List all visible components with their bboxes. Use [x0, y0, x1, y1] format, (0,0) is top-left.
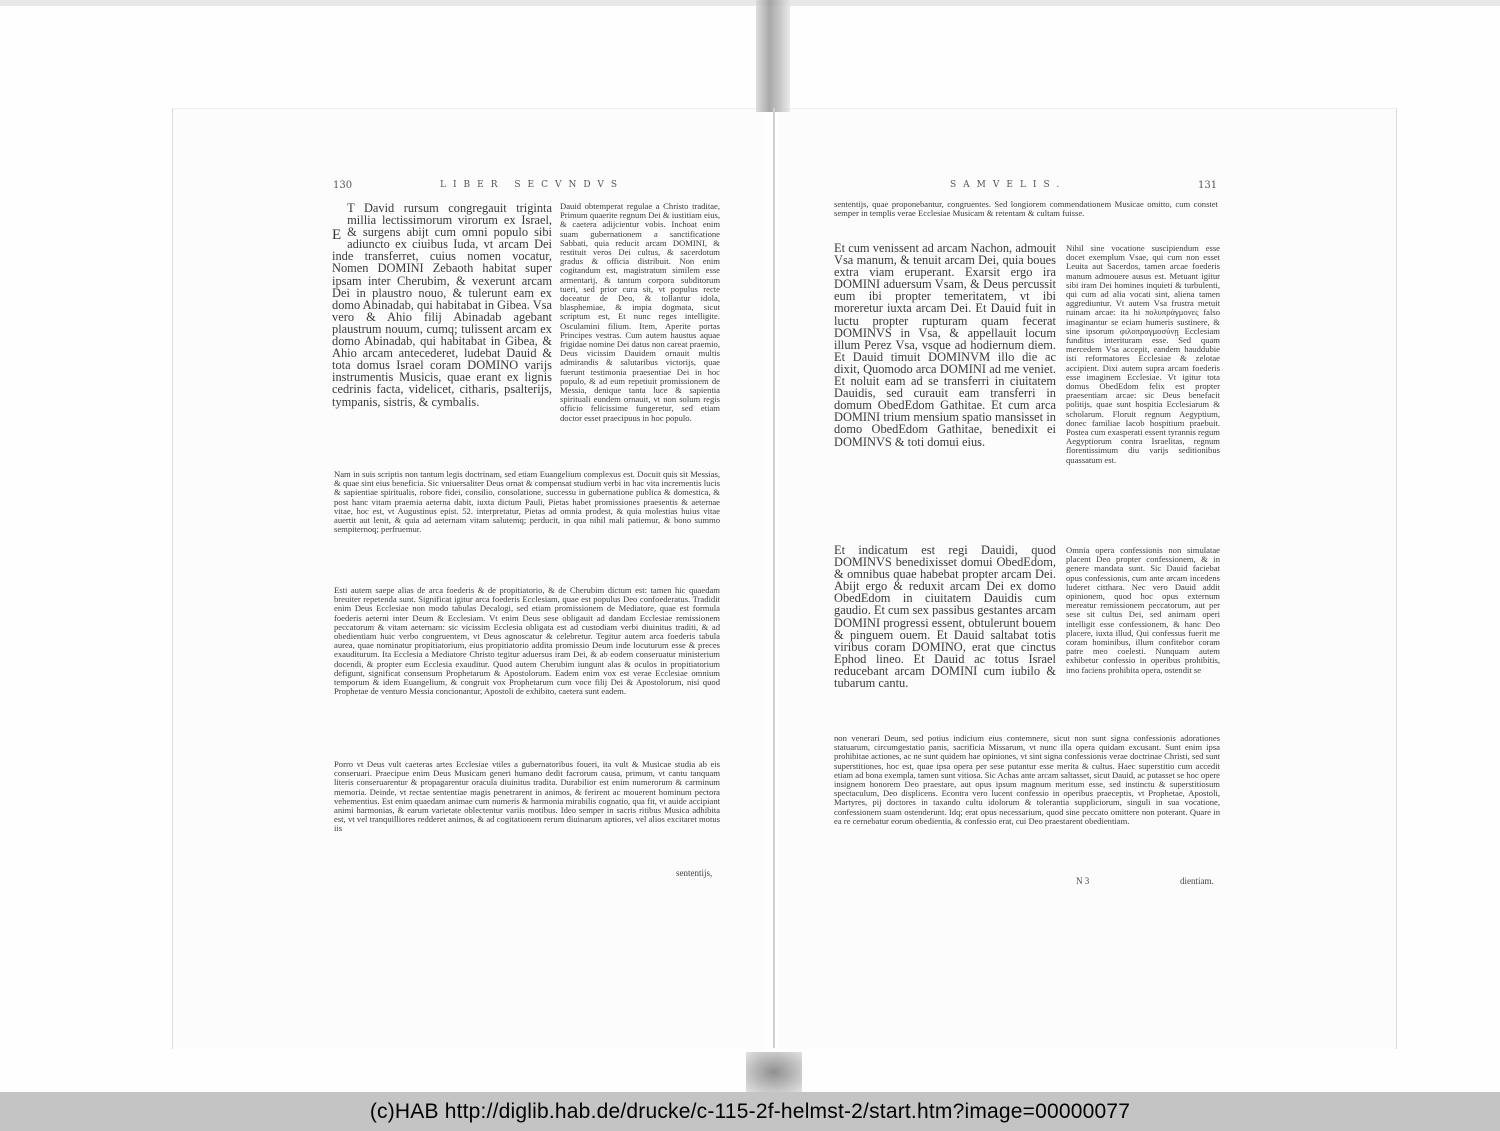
right-side-note-2: Omnia opera confessionis non simulatae placent Deo propter confessionem, & in genere mandata sunt. Sic Dauid faciebat opus confessionis, cum ante arcam incedens luderet citthara. Nec vero Dauid addit opinionem, quod hoc opus externum mereatur remissionem peccatorum, aut per sese sit cultus Dei, sed animam operi intelligit esse confessionem, & hanc Deo placere, iuxta illud, Qui confessus fuerit me coram hominibus, illum confitebor coram patre meo coelesti. Nunquam autem exhibetur confessio in operibus prohibitis, imo faciens prohibita opera, ostendit se: [1066, 546, 1220, 675]
right-page-number: 131: [1198, 180, 1218, 191]
left-commentary-1: Nam in suis scriptis non tantum legis doctrinam, sed etiam Euangelium complexus est. Docuit quis sit Messias, & quae sint eius beneficia. Sic vniuersaliter Deus ornat & compensat studium verbi in hac vita incrementis lucis & sapientiae spiritualis, robore fidei, consilio, consolatione, successu in gubernatione publica & domestica, & post hanc vitam praemia aeterna dabit, iuxta dictum Pauli, Pietas habet promissiones praesentis & aeternae vitae, hoc est, vt Augustinus epist. 52. interpretatur, Pietas ad omnia prodest, & quia molestias huius vitae auertit aut lenit, & quia ad aeternam vitam salutemq; perducit, in qua nihil mali patiemur, & bono summo sempiternoq; perfruemur.: [334, 470, 720, 535]
right-catchword: dientiam.: [1180, 876, 1214, 886]
binding-gutter-top: [756, 0, 790, 112]
left-running-head: LIBER SECVNDVS: [440, 180, 625, 190]
left-catchword: sententijs,: [676, 868, 713, 878]
left-page-number: 130: [333, 180, 353, 191]
left-commentary-2: Esti autem saepe alias de arca foederis & de propitiatorio, & de Cherubim dictum est: tamen hic quaedam breuiter repetenda sunt. Significat igitur arca foederis Ecclesiam, quae est populus Deo confoederatus. Tradidit enim Deus Ecclesiae non modo tabulas Decalogi, sed etiam promissionem de Mediatore, quae est formula foederis aeterni inter Deum & Ecclesiam. Vt enim Deus sese obligauit ad dandam Ecclesiae remissionem peccatorum & vitam aeternam: sic vicissim Ecclesia obligata est ad custodiam verbi diuinitus traditi, & ad obedientiam huic verbo congruentem, vt Deus agnoscatur & celebretur. Tegitur autem arca foederis tabula aurea, quae nominatur propitiatorium, eius propitiatorio addita promissio Deum inde locuturum esse & preces exauditurum. Ita Ecclesia a Mediatore Christo tegitur aduersus iram Dei, & ab eodem conseruatur ministerium docendi, & propter eum Ecclesia exauditur. Quod autem Cherubim iungunt alas & oculos in propitiatorium defigunt, significat consensum Prophetarum & Apostolorum. Eadem enim vox est verae Ecclesiae omnium temporum & idem Euangelium, & congruit vox Prophetarum cum voce filij Dei & Apostolorum, nisi quod Prophetae de venturo Messia concionantur, Apostoli de exhibito, caetera sunt eadem.: [334, 586, 720, 697]
binding-gutter-bottom: [746, 1052, 802, 1092]
left-main-paragraph: T David rursum congregauit triginta millia lectissimorum virorum ex Israel, & surgens abijt cum omni populo sibi adiuncto ex ciuibus Iuda, vt arcam Dei inde transferret, cuius nomen vocatur, Nomen DOMINI Zebaoth habitat super ipsam inter Cherubim, & vexerunt arcam Dei in plaustro nouo, & tulerunt eam ex domo Abinadab, qui habitabat in Gibea. Vsa vero & Ahio filij Abinadab agebant plaustrum nouum, cumq; tulissent arcam ex domo Abinadab, qui habitabat in Gibea, & Ahio arcam antecederet, ludebat Dauid & tota domus Israel coram DOMINO varijs instrumentis Musicis, quae erant ex lignis cedrinis facta, videlicet, citharis, psalterijs, tympanis, sistris, & cymbalis.: [332, 202, 552, 409]
scan-top-edge: [0, 0, 1500, 6]
binding-gutter-line: [773, 108, 775, 1048]
right-commentary: non venerari Deum, sed potius indicium eius contemnere, sicut non sunt signa confessionis adorationes statuarum, circumgestatio panis, sacrificia Missarum, vt nunc illa opera quidam excusant. Sunt enim ipsa prohibitae actiones, ac ne sunt quidem hae opiniones, vt sint signa confessionis verae doctrinae Christi, sed sunt superstitiones, hoc est, quae ipsa opera per sese putantur esse merita & cultus. Haec superstitio cum accedit etiam ad bona exempla, tamen sunt vitiosa. Sic Achas ante arcam saltasset, sicut Dauid, ac putasset se hoc opere insignem honorem Deo praestare, aut opus ipsum magnum meritum esse, sed instinctu & superstitiosum spectaculum, Deo displicens. Econtra vero lucent confessio in operibus praeceptis, vt Prophetae, Apostoli, Martyres, pij doctores in taxando cultu idolorum & tolerantia suppliciorum, singuli in sua vocatione, confessionem suam ostenderunt. Idq; erat opus necessarium, quod sine peccato omittere non poterant. Quare in ea re cernebatur eorum obedientia, & confessio erat, cui Deo praestarent obedientiam.: [834, 734, 1220, 826]
right-top-text: sententijs, quae proponebantur, congruentes. Sed longiorem commendationem Musicae omitto, cum constet semper in templis verae Ecclesiae Musicam & retentam & cultam fuisse.: [834, 200, 1218, 219]
right-main-text-1: Et cum venissent ad arcam Nachon, admouit Vsa manum, & tenuit arcam Dei, quia boues extra viam eruperant. Exarsit ergo ira DOMINI aduersum Vsam, & Deus percussit eum ibi propter temeritatem, vt ibi moreretur iuxta arcam Dei. Et Dauid fuit in luctu propter rupturam quam fecerat DOMINVS in Vsa, & appellauit locum illum Perez Vsa, vsque ad hodiernum diem. Et Dauid timuit DOMINVM illo die ac dixit, Quomodo arca DOMINI ad me veniet. Et noluit eam ad se transferri in ciuitatem Dauidis, sed curauit eam transferri in domum ObedEdom Gathitae. Et cum arca DOMINI trium mensium spatio mansisset in domo ObedEdom Gathitae, benedixit ei DOMINVS & toti domui eius.: [834, 242, 1056, 449]
right-signature-mark: N 3: [1076, 876, 1090, 886]
left-main-text: [332, 202, 552, 468]
drop-cap-letter: E: [332, 227, 342, 243]
left-commentary-3: Porro vt Deus vult caeteras artes Ecclesiae vtiles a gubernatoribus foueri, ita vult & Musicae studia ab eis conseruari. Praecipue enim Deus Musicam generi humano dedit facrorum causa, primum, vt cantu tanquam literis conseruarentur & propagarentur oracula diuinitus tradita. Durabilior est enim numerorum & carminum memoria. Deinde, vt rectae sententiae magis penetrarent in animos, & ferirent ac mouerent hominum pectora vehementius. Est enim quaedam animae cum numeris & harmonia mirabilis cognatio, qua fit, vt auide accipiant animi harmonias, & earum varietate oblectentur variis motibus. Ideo semper in sacris ritibus Musica adhibita est, vt vel tranquilliores redderet animos, & ad cogitationem rerum diuinarum aptiores, vel alios excitaret motus iis: [334, 760, 720, 834]
copyright-credit-text: (c)HAB http://diglib.hab.de/drucke/c-115-2f-helmst-2/start.htm?image=00000077: [369, 1099, 1131, 1123]
left-side-note: Dauid obtemperat regulae a Christo traditae, Primum quaerite regnum Dei & iustitiam eius, & caetera adijcientur vobis. Inchoat enim suam gubernationem a sanctificatione Sabbati, quia reducit arcam DOMINI, & restituit veros Dei cultus, & sacerdotum gradus & officia distribuit. Non enim cogitandum est, magistratum similem esse armentarij, & tantum corpora subditorum tueri, sed prior cura sit, vt populus recte doceatur de Deo, & tollantur idola, blasphemiae, & impia dogmata, sicut scriptum est, Et nunc reges intelligite. Osculamini filium. Item, Aperite portas Principes vestras. Cum autem haustus aquae frigidae nomine Dei datus non careat praemio, Deus vicissim Dauidem ornauit multis admirandis & salutaribus victorijs, quae fuerunt testimonia praesentiae Dei in hoc populo, & ad eum repetiuit promissionem de Messia, denique tanta luce & sapientia spirituali eundem ornauit, vt non solum regis officio felicissime fungeretur, sed etiam doctor esset praecipuus in hoc populo.: [560, 202, 720, 423]
right-main-text-2: Et indicatum est regi Dauidi, quod DOMINVS benedixisset domui ObedEdom, & omnibus quae habebat propter arcam Dei. Abijt ergo & reduxit arcam Dei ex domo ObedEdom in ciuitatem Dauidis cum gaudio. Et cum sex passibus gestantes arcam DOMINI progressi essent, obtulerunt bouem & pinguem ouem. Et Dauid saltabat totis viribus coram DOMINO, erat que cinctus Ephod lineo. Et Dauid ac totus Israel reducebant arcam DOMINI cum iubilo & tubarum cantu.: [834, 544, 1056, 691]
right-side-note-1: Nihil sine vocatione suscipiendum esse docet exemplum Vsae, qui cum non esset Leuita aut Sacerdos, tamen arcae foederis manum admouere ausus est. Metuant igitur sibi iram Dei homines inquieti & turbulenti, qui cum ad alia vocati sint, aliena tamen aggrediuntur. Vt autem Vsa frustra metuit ruinam arcae: ita hi πολυπράγμονες falso imaginantur se eciam humeris sustinere, & sine ipsorum φιλοπραγμοσύνῃ Ecclesiam funditus interituram esse. Sed quam mercedem Vsa accepit, eandem hauddubie isti reformatores Ecclesiae & zelotae accipient. Dixi autem supra arcam foederis esse imaginem Ecclesiae. Vt igitur tota domus ObedEdom felix est propter praesentiam arcae: sic Deus benefacit politijs, quae sunt hospitia Ecclesiarum & scholarum. Floruit regnum Aegyptium, donec familiae Iacob hospitium praebuit. Postea cum exasperati essent tyrannis regum Aegyptiorum contra Israelitas, regnum florentissimum diu varijs seditionibus quassatum est.: [1066, 244, 1220, 465]
copyright-footer-bar: [0, 1092, 1500, 1131]
right-running-head: SAMVELIS.: [950, 180, 1067, 190]
